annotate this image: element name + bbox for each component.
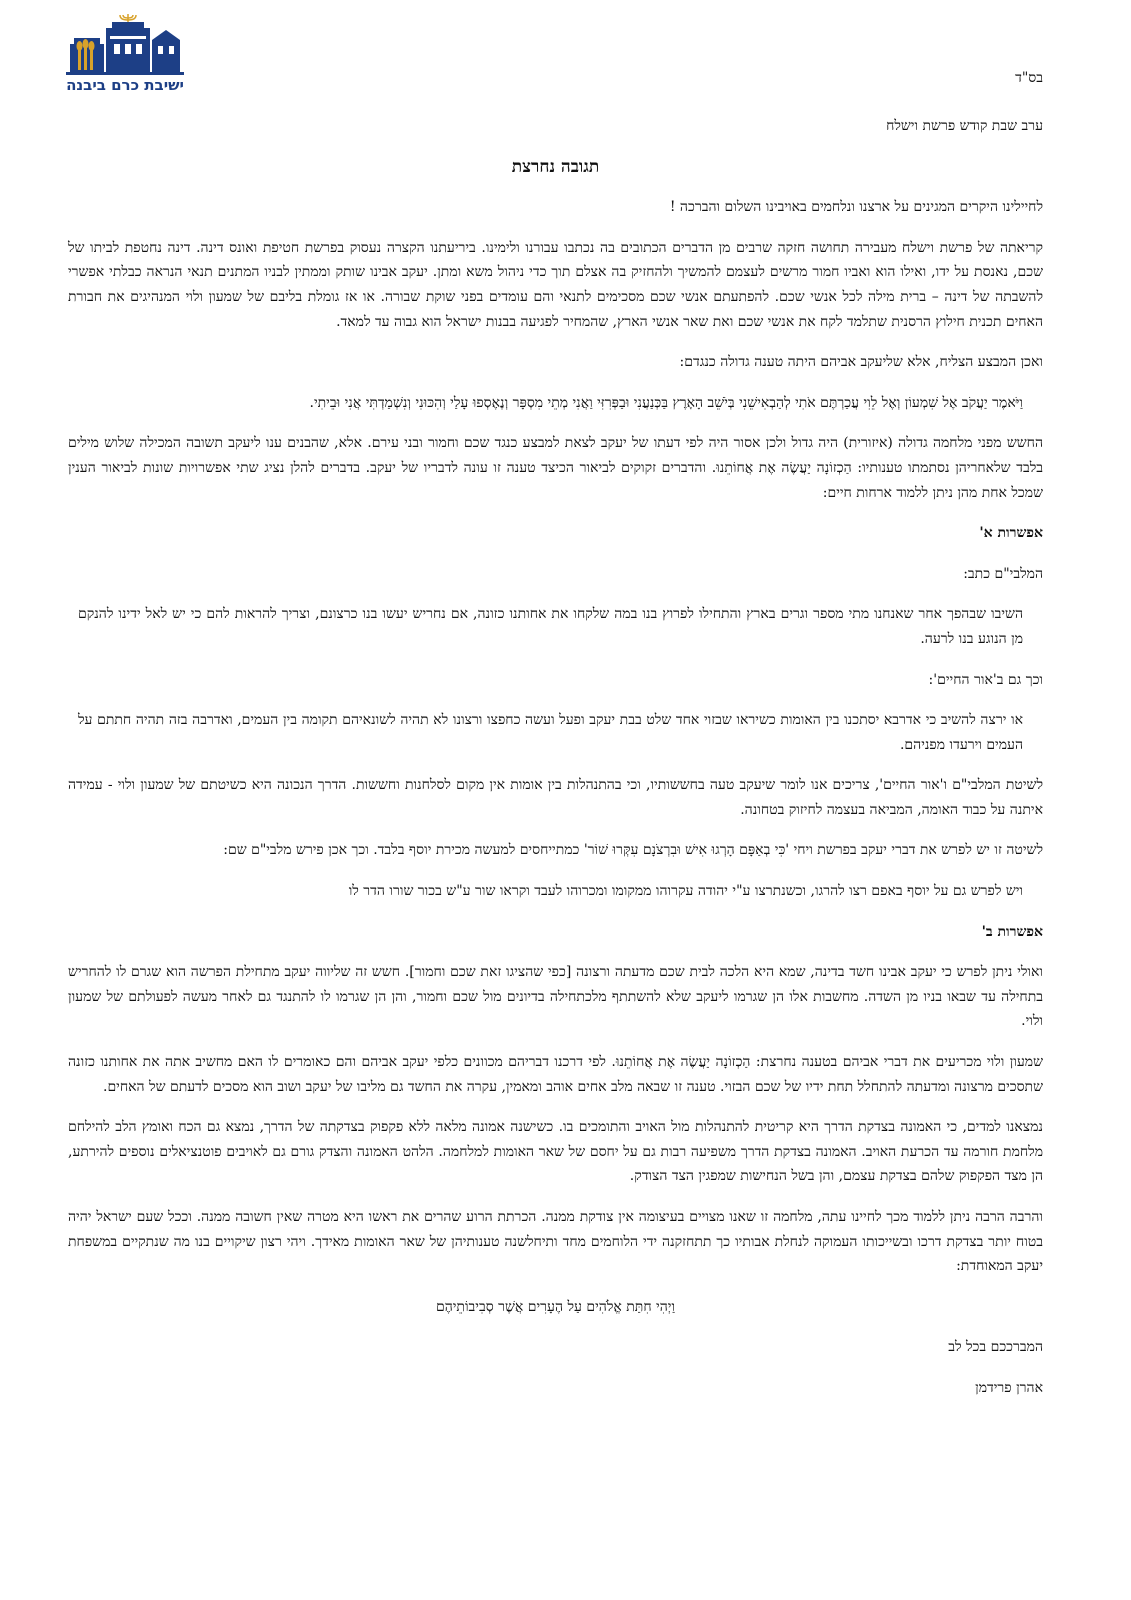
date-line: ערב שבת קודש פרשת וישלח bbox=[886, 118, 1043, 134]
bsd-mark: בס"ד bbox=[1015, 70, 1043, 86]
yeshiva-logo bbox=[66, 14, 184, 94]
quote-genesis: וַיֹּאמֶר יַעֲקֹב אֶל שִׁמְעוֹן וְאֶל לֵוִי עֲכַרְתֶּם אֹתִי לְהַבְאִישֵׁנִי בְּיֹשֵׁב הָאָרֶץ בַּכְּנַעֲנִי וּבַפְּרִזִּי וַאֲנִי מְתֵי מִסְפָּר וְנֶאֶסְפוּ עָלַי וְהִכּוּנִי וְנִשְׁמַדְתִּי אֲנִי וּבֵיתִי. bbox=[309, 394, 1023, 411]
building-icon bbox=[66, 14, 184, 76]
closing-verse: וַיְהִי חִתַּת אֱלֹהִים עַל הֶעָרִים אֲשֶׁר סְבִיבוֹתֵיהֶם bbox=[435, 1298, 676, 1315]
greeting: לחיילינו היקרים המגינים על ארצנו ונלחמים באויבינו השלום והברכה ! bbox=[669, 199, 1043, 216]
paragraph-lesson: נמצאנו למדים, כי האמונה בצדקת הדרך היא קריטית להתנהלות מול האויב והתומכים בו. כשישנה אמונה מלאה ללא פקפוק בצדקתה של הדרך, נמצא גם הכח ואומץ הלב להילחם מלחמת חורמה עד הכרעת האויב. האמונה בצדקת הדרך משפיעה רבות גם על יחסם של שאר האומות למלחמה. הלהט האמונה והצדק גורם גם לאויבים פוטנציאלים נוספים להירתע, הן מצד הפקפוק שלהם בצדקת עצמם, והן בשל הנחישות שמפגין הצד הצודק. bbox=[68, 1119, 1043, 1185]
paragraph-option-a-summary: לשיטת המלבי"ם ו'אור החיים', צריכים אנו לומר שיעקב טעה בחששותיו, וכי בהתנהלות בין אומות אין מקום לסלחנות וחששות. הדרך הנכונה היא כשיטתם של שמעון ולוי - עמידה איתנה על כבוד האומה, המביאה בעצמה לחיזוק בטחונה. bbox=[68, 777, 1043, 818]
logo-text: ישיבת כרם ביבנה bbox=[66, 76, 184, 94]
quote-malbim-yosef: ויש לפרש גם על יוסף באפם רצו להרגו, וכשנתרצו ע"י יהודה עקרוהו ממקומו ומכרוהו לעבד וקראו שור ע"ש בכור שורו הדר לו bbox=[348, 883, 1023, 900]
paragraph-malbim-intro: המלבי"ם כתב: bbox=[963, 565, 1043, 582]
paragraph-option-b: ואולי ניתן לפרש כי יעקב אבינו חשד בדינה, שמא היא הלכה לבית שכם מדעתה ורצונה [כפי שהציגו זאת שכם וחמור]. חשש זה שליווה יעקב מתחילת הפרשה הוא שגרם לו להחריש בתחילה עד שבאו בניו מן השדה. מחשבות אלו הן שגרמו ליעקב שלא להשתתף מלכתחילה בדיונים מול שכם וחמור, והן הן שגרמו לו להתנגד גם לאחר מעשה לפעולתם של שמעון ולוי. bbox=[68, 964, 1043, 1030]
signature: אהרן פרידמן bbox=[975, 1379, 1043, 1396]
heading-option-b: אפשרות ב' bbox=[981, 923, 1043, 940]
paragraph-claim: ואכן המבצע הצליח, אלא שליעקב אביהם היתה טענה גדולה כנגדם: bbox=[679, 354, 1043, 371]
quote-ohr-hachaim: או ירצה להשיב כי אדרבא יסתכנו בין האומות כשיראו שבזוי אחד שלט בבת יעקב ופעל ועשה כחפצו ורצונו לא תהיה לשונאיהם תקומה בין העמים, ואדרבה בזה תהיה חתתם על העמים וירעדו מפניהם. bbox=[78, 712, 1023, 753]
paragraph-shimon-levi: שמעון ולוי מכריעים את דברי אביהם בטענה נחרצת: הַכְזוֹנָה יַעֲשֶׂה אֶת אֲחוֹתֵנוּ. לפי דרכנו דבריהם מכוונים כלפי יעקב אביהם והם כאומרים לו האם מחשיב אתה את אחותנו כזונה שתסכים מרצונה ומדעתה להתחלל תחת ידיו של שכם הבזוי. טענה זו שבאה מלב אחים אוהב ומאמין, עקרה את החשד גם מליבו של יעקב ושוב הוא מסכים לדעתם של האחים. bbox=[68, 1054, 1043, 1095]
closing-blessing: המברככם בכל לב bbox=[948, 1339, 1043, 1356]
heading-option-a: אפשרות א' bbox=[979, 525, 1043, 542]
letter-title: תגובה נחרצת bbox=[511, 156, 600, 177]
paragraph-vayechi: לשיטה זו יש לפרש את דברי יעקב בפרשת ויחי 'כִּי בְאַפָּם הָרְגוּ אִישׁ וּבִרְצֹנָם עִקְּרוּ שׁוֹר' כמתייחסים למעשה מכירת יוסף בלבד. וכך אכן פירש מלבי"ם שם: bbox=[223, 842, 1043, 859]
letter-body bbox=[68, 114, 1043, 1417]
paragraph-war-fear: החשש מפני מלחמה גדולה (איזורית) היה גדול ולכן אסור היה לפי דעתו של יעקב לצאת למבצע כנגד שכם וחמור ובני עירם. אלא, שהבנים ענו ליעקב תשובה המכילה שלוש מילים בלבד שלאחריהן נסתמתו טענותיו: הַכְזוֹנָה יַעֲשֶׂה אֶת אֲחוֹתֵנוּ. והדברים זקוקים לביאור הכיצד טענה זו עונה לדבריו של יעקב. בדברים להלן נציג שתי אפשרויות שונות לביאור הענין שמכל אחת מהן ניתן ללמוד ארחות חיים: bbox=[68, 435, 1043, 501]
paragraph-conclusion: והרבה הרבה ניתן ללמוד מכך לחיינו עתה, מלחמה זו שאנו מצויים בעיצומה אין צודקת ממנה. הכרתת הרוע שהרים את ראשו היא מטרה שאין חשובה ממנה. וככל שעם ישראל יהיה בטוח יותר בצדקת דרכו ובשייכותו העמוקה לנחלת אבותיו כך תתחזקנה ידי הלוחמים מחד ותיחלשנה טענותיהן של שאר האומות מאידך. ויהי רצון שיקויים בנו מה שנתקיים במשפחת יעקב המאוחדת: bbox=[68, 1209, 1043, 1275]
paragraph-ohr-hachaim-intro: וכך גם ב'אור החיים': bbox=[928, 671, 1043, 688]
quote-malbim: השיבו שבהפך אחר שאנחנו מתי מספר וגרים בארץ והתחילו לפרוץ בנו במה שלקחו את אחותנו כזונה, אם נחריש יעשו בנו כרצונם, וצריך להראות להם כי יש לאל ידינו להנקם מן הנוגע בנו לרעה. bbox=[78, 606, 1023, 647]
paragraph-intro: קריאתה של פרשת וישלח מעבירה תחושה חזקה שרבים מן הדברים הכתובים בה נכתבו עבורנו ולימינו. ביריעתנו הקצרה נעסוק בפרשת חטיפת ואונס דינה. דינה נחטפת לביתו של שכם, נאנסת על ידו, ואילו הוא ואביו חמור מרשים לעצמם להמשיך ולהחזיק בה אצלם תוך כדי ניהול משא ומתן. יעקב אבינו שותק וממתין לבניו המתנים תנאי הנראה כבלתי אפשרי להשבתה של דינה – ברית מילה לכל אנשי שכם. להפתעתם אנשי שכם מסכימים לתנאי והם עומדים בפני שוקת שבורה. או אז גומלת בליבם של שמעון ולוי המנהיגים את חבורת האחים תכנית חילוץ הרסנית שתלמד לקח את אנשי שכם ואת שאר אנשי הארץ, שהמחיר לפגיעה בבנות ישראל הוא גבוה עד למאד. bbox=[68, 239, 1043, 330]
